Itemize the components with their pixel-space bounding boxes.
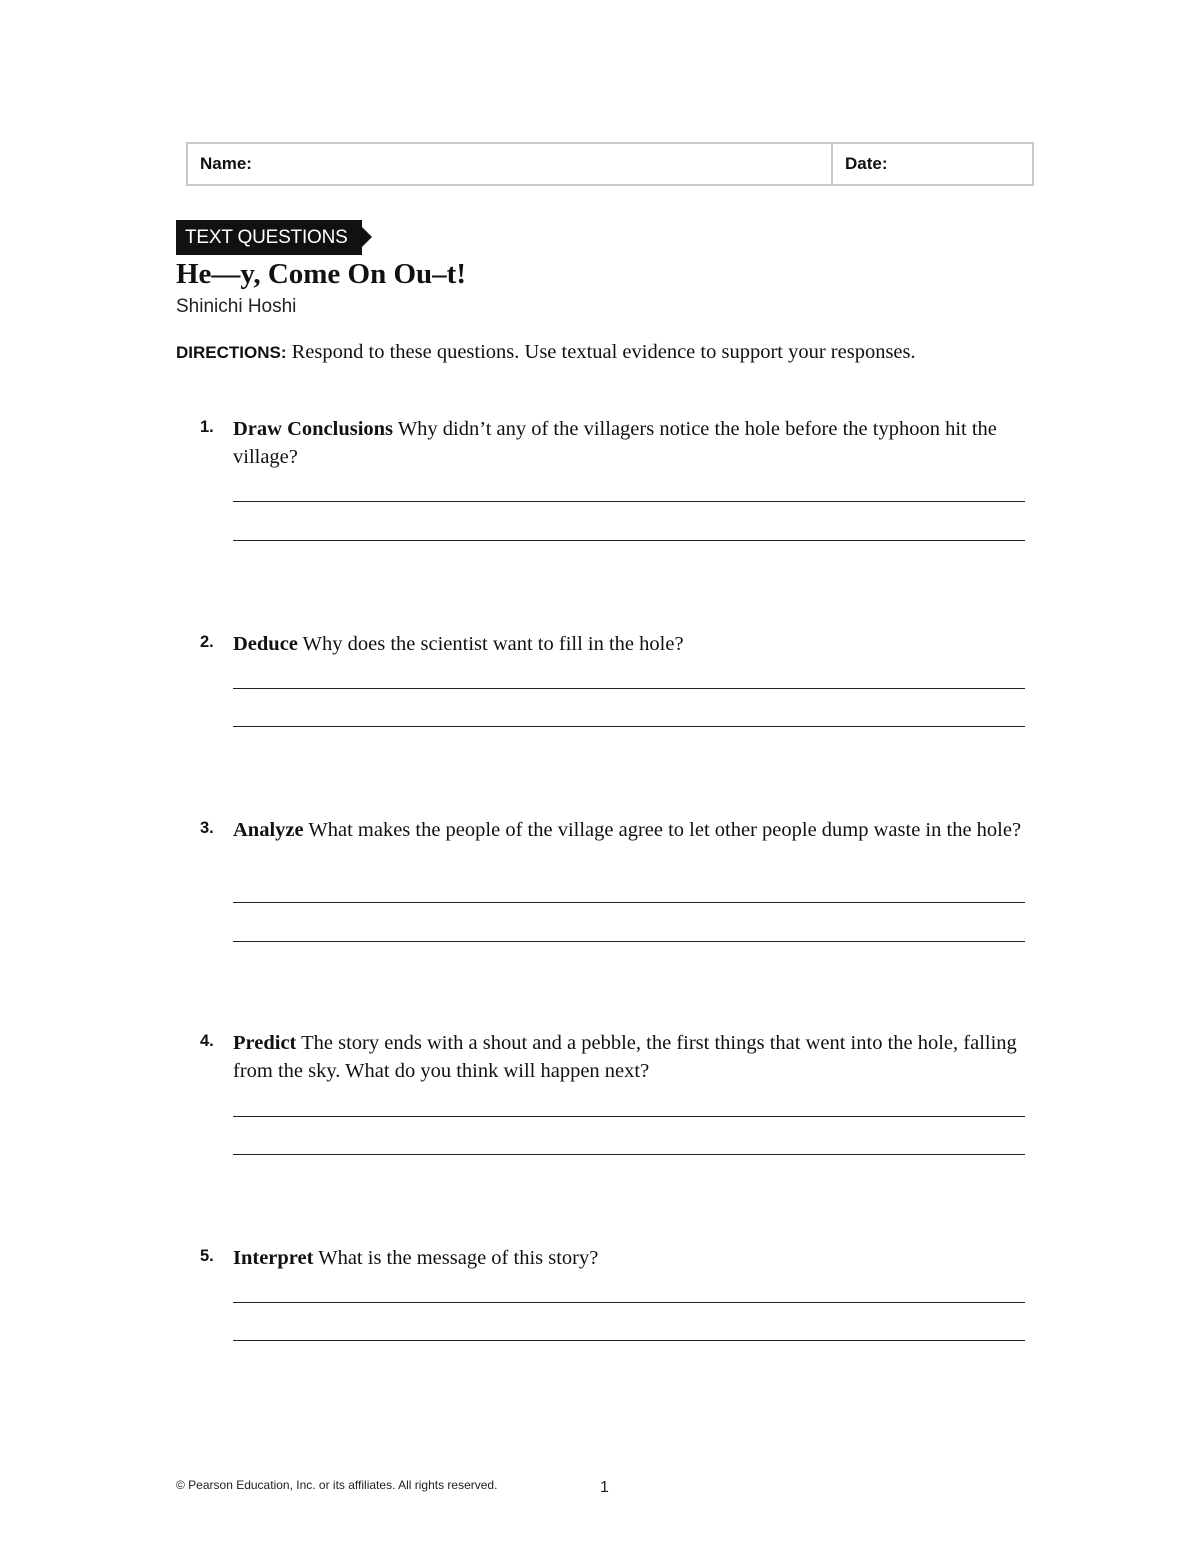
answer-line[interactable] (233, 688, 1025, 689)
question-text (233, 1244, 1028, 1272)
question-label: Interpret (233, 1247, 314, 1269)
question-number: 5. (200, 1247, 214, 1265)
section-banner: TEXT QUESTIONS (176, 220, 362, 255)
banner-arrow-icon (362, 227, 372, 247)
directions-text: Respond to these questions. Use textual evidence to support your responses. (291, 341, 916, 363)
question-prompt: What makes the people of the village agree to let other people dump waste in the hole? (308, 819, 1022, 841)
answer-line[interactable] (233, 501, 1025, 502)
date-field[interactable] (833, 144, 1032, 184)
answer-line[interactable] (233, 902, 1025, 903)
answer-line[interactable] (233, 726, 1025, 727)
question-number: 3. (200, 819, 214, 837)
question-text (233, 630, 1028, 658)
page-title: He—y, Come On Ou–t! (176, 258, 466, 290)
name-date-box (186, 142, 1034, 186)
date-label: Date: (845, 154, 888, 173)
answer-line[interactable] (233, 941, 1025, 942)
question-label: Draw Conclusions (233, 418, 394, 440)
question-text (233, 1029, 1028, 1085)
question-text (233, 816, 1028, 844)
question-prompt: Why does the scientist want to fill in the hole? (302, 633, 684, 655)
question-number: 2. (200, 633, 214, 651)
answer-line[interactable] (233, 540, 1025, 541)
question-prompt: The story ends with a shout and a pebble, the first things that went into the hole, falling from the sky. What do you think will happen next? (233, 1032, 1017, 1082)
question-label: Deduce (233, 633, 298, 655)
question-prompt: Why didn’t any of the villagers notice the hole before the typhoon hit the village? (233, 418, 997, 468)
name-field[interactable] (188, 144, 833, 184)
question-text (233, 415, 1028, 471)
page-number: 1 (600, 1479, 609, 1496)
question-number: 4. (200, 1032, 214, 1050)
directions (176, 338, 966, 367)
answer-line[interactable] (233, 1302, 1025, 1303)
question-label: Predict (233, 1032, 297, 1054)
name-label: Name: (200, 154, 252, 173)
answer-line[interactable] (233, 1116, 1025, 1117)
question-prompt: What is the message of this story? (318, 1247, 599, 1269)
question-number: 1. (200, 418, 214, 436)
question-label: Analyze (233, 819, 304, 841)
directions-label: DIRECTIONS: (176, 343, 287, 362)
copyright-notice: © Pearson Education, Inc. or its affiliates. All rights reserved. (176, 1478, 498, 1492)
author-name: Shinichi Hoshi (176, 296, 297, 317)
answer-line[interactable] (233, 1340, 1025, 1341)
answer-line[interactable] (233, 1154, 1025, 1155)
